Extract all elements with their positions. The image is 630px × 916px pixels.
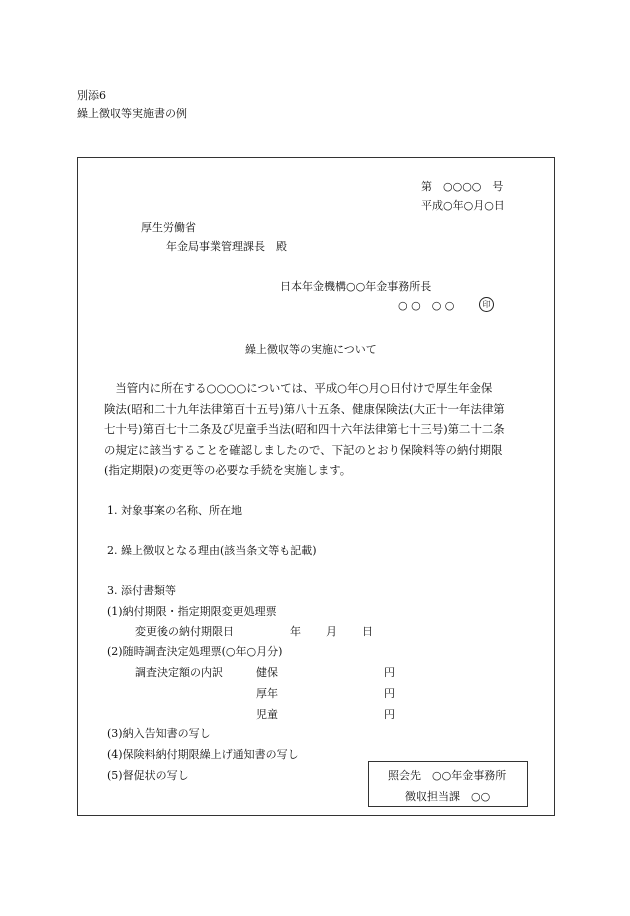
- breakdown-name: 健保: [256, 666, 278, 679]
- subject-line: 繰上徴収等の実施について: [245, 343, 377, 356]
- recipient-name: 年金局事業管理課長 殿: [166, 240, 287, 253]
- breakdown-name: 厚年: [256, 687, 278, 700]
- breakdown-unit: 円: [384, 687, 395, 700]
- body-line: 険法(昭和二十九年法律第百十五号)第八十五条、健康保険法(大正十一年法律第: [104, 402, 505, 416]
- day-label: 日: [362, 625, 373, 638]
- contact-line-2: 徴収担当課 ○○: [405, 790, 491, 803]
- attachment-item-3: (3)納入告知書の写し: [107, 727, 211, 740]
- attachment-item-2: (2)随時調査決定処理票(○年○月分): [107, 645, 283, 658]
- breakdown-label: 調査決定額の内訳: [135, 666, 223, 679]
- section-1: 1. 対象事案の名称、所在地: [107, 504, 242, 517]
- attachment-label: 別添6: [77, 89, 106, 102]
- body-line: 七十号)第百七十二条及び児童手当法(昭和四十六年法律第七十三号)第二十二条: [104, 422, 505, 436]
- sender-org: 日本年金機構○○年金事務所長: [280, 280, 432, 293]
- body-line: (指定期限)の変更等の必要な手続を実施します。: [104, 463, 352, 477]
- document-title: 繰上徴収等実施書の例: [77, 107, 187, 120]
- year-label: 年: [290, 625, 301, 638]
- attachment-item-4: (4)保険料納付期限繰上げ通知書の写し: [107, 748, 299, 761]
- document-date: 平成○年○月○日: [421, 199, 505, 212]
- recipient-org: 厚生労働省: [141, 221, 196, 234]
- contact-line-1: 照会先 ○○年金事務所: [388, 769, 507, 782]
- breakdown-unit: 円: [384, 708, 395, 721]
- breakdown-unit: 円: [384, 666, 395, 679]
- attachment-item-1: (1)納付期限・指定期限変更処理票: [107, 605, 277, 618]
- attachment-item-5: (5)督促状の写し: [107, 769, 189, 782]
- new-deadline-label: 変更後の納付期限日: [135, 625, 234, 638]
- document-number: 第 ○○○○ 号: [421, 180, 504, 193]
- body-line: の規定に該当することを確認しましたので、下記のとおり保険料等の納付期限: [104, 443, 503, 457]
- breakdown-name: 児童: [256, 708, 278, 721]
- sender-name: ○ ○ ○ ○: [398, 299, 455, 312]
- section-2: 2. 繰上徴収となる理由(該当条文等も記載): [107, 544, 317, 557]
- month-label: 月: [326, 625, 337, 638]
- seal-icon: 印: [479, 297, 494, 312]
- document-frame: [77, 157, 555, 816]
- section-3: 3. 添付書類等: [107, 584, 176, 597]
- body-line: 当管内に所在する○○○○については、平成○年○月○日付けで厚生年金保: [104, 381, 493, 395]
